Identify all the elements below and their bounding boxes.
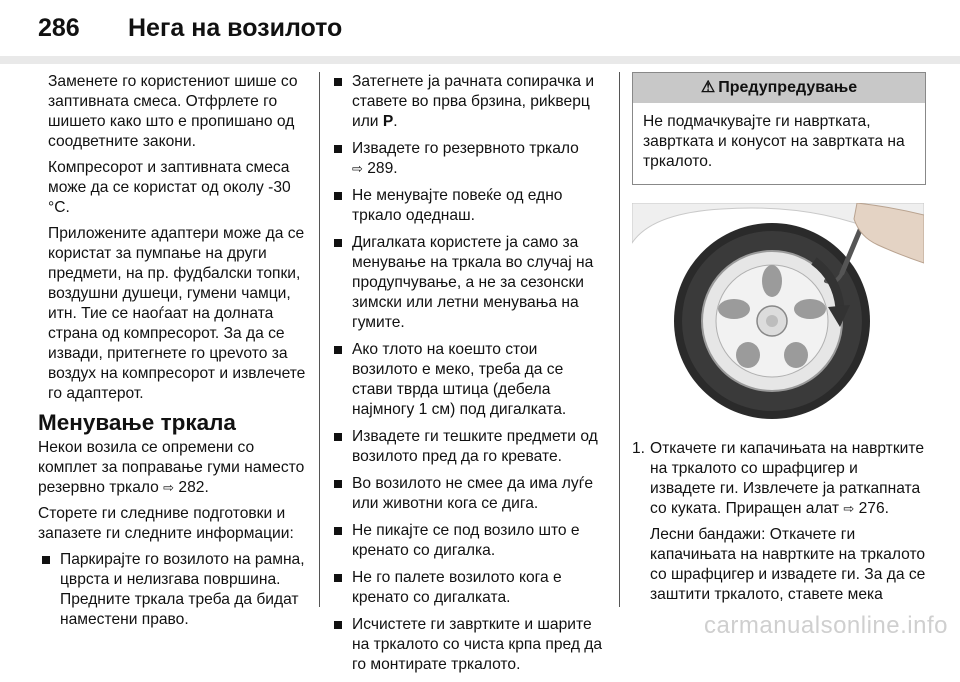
list-item-text: Извадете го резервното тркало bbox=[352, 140, 579, 157]
arrow-ref-icon: ⇨ bbox=[352, 161, 363, 176]
list-item bbox=[330, 340, 606, 420]
instruction-steps bbox=[632, 439, 926, 605]
list-item bbox=[330, 427, 606, 467]
list-item-text: Не го палете возилото кога е кренато со дигалката. bbox=[352, 569, 562, 606]
list-item-text: Паркирајте го возилото на рамна, цврста и нелизгава површина. Предните тркала треба да бидат наместени право. bbox=[60, 551, 305, 628]
column-middle bbox=[330, 72, 606, 682]
paragraph: Заменете го користениот шише со заптивната смеса. Отфрлете го шишето како што е пропишано од соодветните закони. bbox=[48, 73, 298, 150]
warning-title: Предупредување bbox=[718, 79, 858, 96]
header-rule bbox=[0, 56, 960, 64]
paragraph: Приложените адаптери може да се користат за пумпање на други предмети, на пр. фудбалски топки, воздушни душеци, гумени чамци, итн. Тие се наоѓаат на долната страна од компресорот. За да се извади, притегнете го црevото за воздух на компресорот и извлечете го адаптерот. bbox=[48, 225, 306, 402]
list-item bbox=[330, 233, 606, 333]
list-item bbox=[330, 186, 606, 226]
page-number: 286 bbox=[38, 14, 80, 42]
bullet-square-icon bbox=[334, 145, 342, 153]
list-item-text: Затегнете ја рачната сопирачка и ставете во прва брзина, риkверц или bbox=[352, 73, 595, 130]
list-item bbox=[330, 568, 606, 608]
bullet-square-icon bbox=[42, 556, 50, 564]
bullet-square-icon bbox=[334, 527, 342, 535]
list-item-text: Не менувајте повеќе од едно тркало одеднаш. bbox=[352, 187, 563, 224]
warning-triangle-icon: ⚠ bbox=[700, 79, 716, 96]
list-item bbox=[330, 72, 606, 132]
list-item-text: Во возилото не смее да има луѓе или животни кога се дига. bbox=[352, 475, 594, 512]
bullet-square-icon bbox=[334, 78, 342, 86]
step-text: Откачете ги капачињата на навртките на тркалото со шрафцигер и извадете ги. Извлечете ја раткапната со куката. Приращен алат bbox=[650, 440, 924, 517]
arrow-ref-icon: ⇨ bbox=[843, 501, 855, 516]
gear-position-p: P bbox=[382, 113, 394, 130]
step-item bbox=[632, 439, 926, 605]
bullet-square-icon bbox=[334, 480, 342, 488]
intro-text: Некои возила се опремени со комплет за поправање гуми наместо резервно тркало bbox=[38, 439, 305, 496]
column-divider bbox=[319, 72, 320, 607]
list-item bbox=[330, 139, 606, 179]
page-reference[interactable]: 282. bbox=[178, 479, 209, 496]
bullet-square-icon bbox=[334, 433, 342, 441]
list-item bbox=[330, 474, 606, 514]
bullet-square-icon bbox=[334, 621, 342, 629]
warning-header bbox=[633, 73, 925, 103]
warning-box bbox=[632, 72, 926, 185]
list-item-tail: . bbox=[393, 113, 398, 130]
step-number: 1. bbox=[632, 440, 646, 457]
list-item-text: Ако тлото на коешто стои возилото е меко, треба да се стави тврда штица (дебела најмногу 1 см) под дигалката. bbox=[352, 341, 567, 418]
wheel-hubcap-illustration bbox=[632, 203, 924, 421]
paragraph: Сторете ги следниве подготовки и запазете ги следните информации: bbox=[38, 505, 294, 542]
arrow-ref-icon: ⇨ bbox=[163, 480, 175, 495]
list-item bbox=[38, 550, 306, 630]
bullet-list bbox=[330, 72, 606, 675]
page-reference[interactable]: 289. bbox=[367, 160, 398, 177]
step-paragraph bbox=[650, 439, 926, 519]
bullet-list bbox=[38, 550, 306, 630]
page-reference[interactable]: 276. bbox=[858, 500, 889, 517]
list-item-text: Дигалката користете ја само за менување на тркала во случај на продупчување, а не за сезонски зимски или летни менувања на гумите. bbox=[352, 234, 594, 331]
list-item-text: Извадете ги тешките предмети од возилото пред да го кревате. bbox=[352, 428, 598, 465]
list-item bbox=[330, 521, 606, 561]
watermark-text: carmanualsonline.info bbox=[704, 612, 948, 639]
column-left bbox=[38, 72, 306, 637]
warning-text: Не подмачкувајте ги навртката, завртката и конусот на завртката на тркалото. bbox=[643, 113, 905, 170]
step-paragraph: Лесни бандажи: Откачете ги капачињата на навртките на тркалото со шрафцигер и извадете ги. За да се заштити тркалото, ставете мека bbox=[650, 526, 926, 603]
page-title: Нега на возилото bbox=[128, 14, 343, 42]
column-divider bbox=[619, 72, 620, 607]
bullet-square-icon bbox=[334, 239, 342, 247]
list-item bbox=[330, 615, 606, 675]
intro-paragraph bbox=[38, 438, 306, 498]
bullet-square-icon bbox=[334, 192, 342, 200]
bullet-square-icon bbox=[334, 574, 342, 582]
paragraph: Компресорот и заптивната смеса може да се користат од околу -30 °C. bbox=[48, 159, 291, 216]
page-header bbox=[38, 14, 342, 50]
bullet-square-icon bbox=[334, 346, 342, 354]
column-right bbox=[632, 72, 926, 611]
list-item-text: Не пикајте се под возило што е кренато со дигалка. bbox=[352, 522, 580, 559]
section-heading: Менување тркала bbox=[38, 410, 236, 435]
list-item-text: Исчистете ги завртките и шарите на тркалото со чиста крпа пред да го монтирате тркалото. bbox=[352, 616, 603, 673]
